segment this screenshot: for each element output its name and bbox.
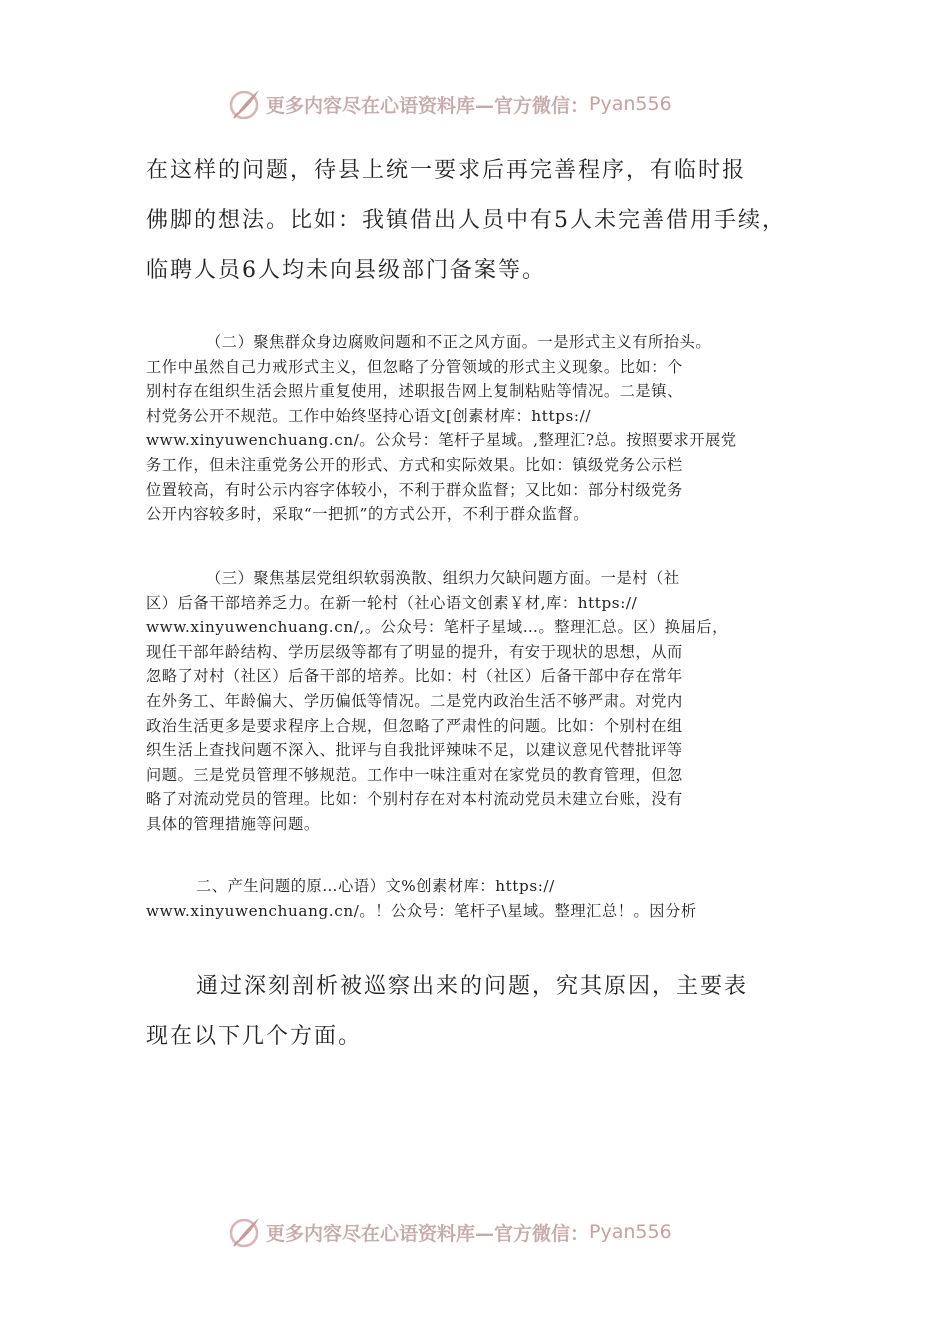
text-line: 工作中虽然自己力戒形式主义，但忽略了分管领域的形式主义现象。比如：个 — [146, 357, 683, 376]
text-line: 村党务公开不规范。工作中始终坚持心语文[创素材库：https:// — [146, 406, 592, 425]
watermark-handle: Pyan556 — [589, 1221, 672, 1243]
footer-watermark — [228, 1212, 728, 1252]
watermark-handle: Pyan556 — [589, 93, 672, 115]
section-heading-two — [146, 874, 818, 923]
text-line: 二、产生问题的原…心语）文%创素材库：https:// — [196, 877, 555, 895]
text-line: （三）聚焦基层党组织软弱涣散、组织力欠缺问题方面。一是村（社 — [206, 569, 680, 587]
text-line: 公开内容较多时，采取“一把抓”的方式公开，不利于群众监督。 — [146, 505, 589, 524]
text-line: 位置较高，有时公示内容字体较小，不利于群众监督；又比如：部分村级党务 — [146, 480, 683, 499]
text-line: 具体的管理措施等问题。 — [146, 814, 320, 833]
text-line: 务工作，但未注重党务公开的形式、方式和实际效果。比如：镇级党务公示栏 — [146, 455, 683, 474]
text-line: 通过深刻剖析被巡察出来的问题，究其原因，主要表 — [196, 974, 749, 999]
text-line: 现任干部年龄结构、学历层级等都有了明显的提升，有安于现状的思想，从而 — [146, 642, 683, 661]
text-line: 别村存在组织生活会照片重复使用，述职报告网上复制粘贴等情况。二是镇、 — [146, 382, 683, 401]
text-line: 在外务工、年龄偏大、学历偏低等情况。二是党内政治生活不够严肃。对党内 — [146, 691, 683, 710]
text-line: 略了对流动党员的管理。比如：个别村存在对本村流动党员未建立台账，没有 — [146, 790, 683, 809]
text-line: 忽略了对村（社区）后备干部的培养。比如：村（社区）后备干部中存在常年 — [146, 667, 683, 686]
text-line: www.xinyuwenchuang.cn/。公众号：笔杆子星域。,整理汇?总。按照要求开展党 — [146, 431, 737, 450]
text-line: 在这样的问题，待县上统一要求后再完善程序，有临时报 — [146, 158, 747, 183]
quill-pen-icon — [228, 87, 262, 121]
text-line: 问题。三是党员管理不够规范。工作中一味注重对在家党员的教育管理，但忽 — [146, 765, 683, 784]
intro-paragraph — [146, 146, 846, 296]
quill-pen-icon — [228, 1215, 262, 1249]
text-line: 区）后备干部培养乏力。在新一轮村（社心语文创素￥材,库：https:// — [146, 593, 638, 612]
watermark-text: 更多内容尽在心语资料库—官方微信： — [266, 1222, 590, 1245]
text-line: 现在以下几个方面。 — [146, 1024, 363, 1049]
text-line: 织生活上查找问题不深入、批评与自我批评辣味不足，以建议意见代替批评等 — [146, 741, 683, 760]
section-2-paragraph — [146, 330, 818, 527]
header-watermark — [228, 84, 728, 124]
text-line: 佛脚的想法。比如：我镇借出人员中有5人未完善借用手续， — [146, 208, 786, 233]
closing-paragraph — [146, 962, 846, 1062]
section-3-paragraph — [146, 566, 818, 837]
text-line: 临聘人员6人均未向县级部门备案等。 — [146, 258, 546, 283]
watermark-text: 更多内容尽在心语资料库—官方微信： — [266, 94, 590, 117]
text-line: 政治生活更多是要求程序上合规，但忽略了严肃性的问题。比如：个别村在组 — [146, 716, 683, 735]
text-line: www.xinyuwenchuang.cn/。！公众号：笔杆子\星域。整理汇总！。因分析 — [146, 901, 697, 920]
text-line: （二）聚焦群众身边腐败问题和不正之风方面。一是形式主义有所抬头。 — [206, 333, 712, 351]
text-line: www.xinyuwenchuang.cn/,。公众号：笔杆子星域…。整理汇总。区）换届后， — [146, 618, 728, 637]
